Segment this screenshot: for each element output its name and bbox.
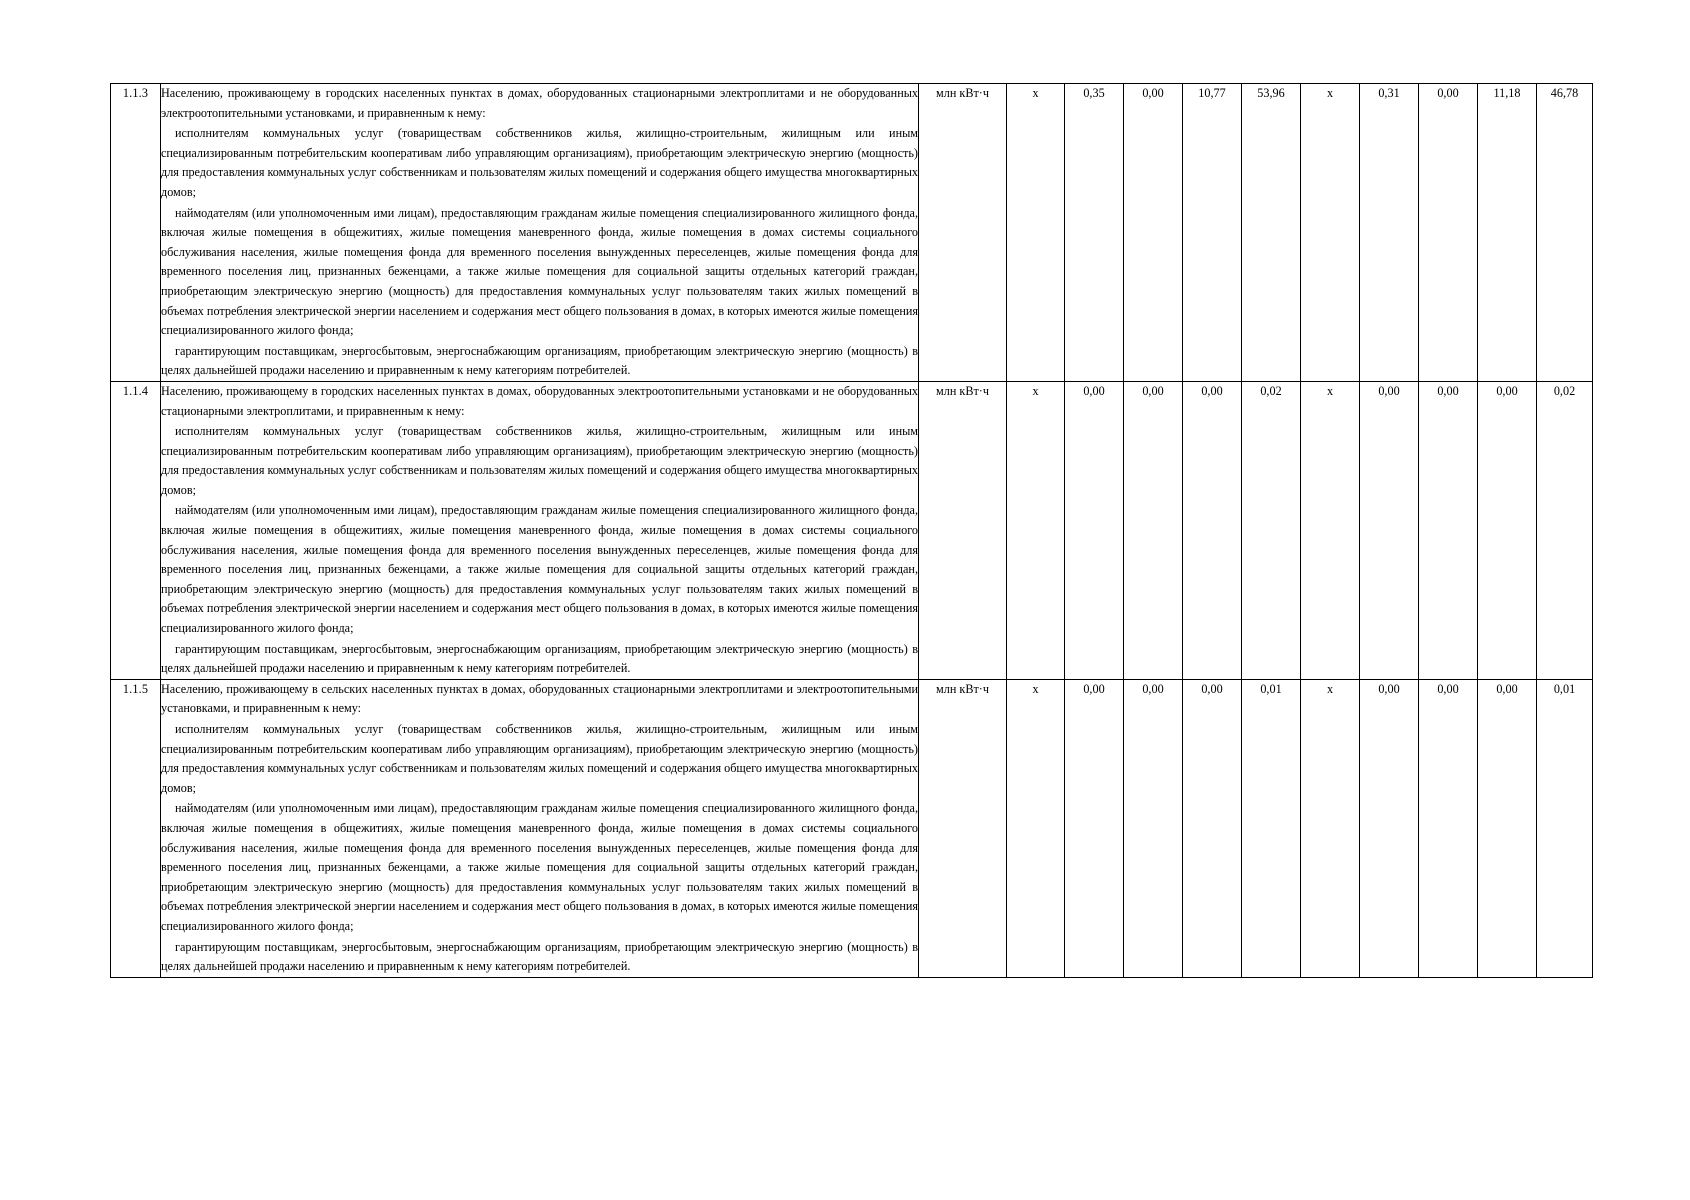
consumer-category-heading: Населению, проживающему в городских населенных пунктах в домах, оборудованных электроотопительными установками и не оборудованных стационарными электроплитами, и приравненным к нему:	[161, 383, 918, 418]
value-cell: 0,00	[1124, 84, 1183, 382]
subitem-landlords: наймодателям (или уполномоченным ими лицам), предоставляющим гражданам жилые помещения специализированного жилищного фонда, включая жилые помещения в общежитиях, жилые помещения маневренного фонда, жилые помещения в домах системы социального обслуживания населения, жилые помещения фонда для временного поселения вынужденных переселенцев, жилые помещения фонда для временного поселения лиц, признанных беженцами, а также жилые помещения для социальной защиты отдельных категорий граждан, приобретающим электрическую энергию (мощность) для предоставления коммунальных услуг пользователям таких жилых помещений в объемах потребления электрической энергии населением и содержания мест общего пользования в домах, в которых имеются жилые помещения специализированного жилого фонда;	[161, 503, 918, 636]
value-cell: 0,00	[1478, 679, 1537, 977]
value-cell: 0,00	[1478, 381, 1537, 679]
value-cell: 0,02	[1537, 381, 1593, 679]
value-cell: 0,00	[1183, 679, 1242, 977]
value-cell: 0,00	[1065, 679, 1124, 977]
consumer-category-heading: Населению, проживающему в городских населенных пунктах в домах, оборудованных стационарными электроплитами и не оборудованных электроотопительными установками, и приравненным к нему:	[161, 86, 918, 120]
table-row	[111, 84, 1593, 382]
value-cell: 0,00	[1065, 381, 1124, 679]
value-cell: 0,00	[1419, 381, 1478, 679]
value-cell: 0,02	[1242, 381, 1301, 679]
subitem-suppliers: гарантирующим поставщикам, энергосбытовым, энергоснабжающим организациям, приобретающим электрическую энергию (мощность) в целях дальнейшей продажи населению и приравненным к нему категориям потребителей.	[161, 343, 918, 378]
value-cell: 0,01	[1242, 679, 1301, 977]
value-cell: x	[1007, 381, 1065, 679]
subitem-landlords: наймодателям (или уполномоченным ими лицам), предоставляющим гражданам жилые помещения специализированного жилищного фонда, включая жилые помещения в общежитиях, жилые помещения маневренного фонда, жилые помещения в домах системы социального обслуживания населения, жилые помещения фонда для временного поселения вынужденных переселенцев, жилые помещения фонда для временного поселения лиц, признанных беженцами, а также жилые помещения для социальной защиты отдельных категорий граждан, приобретающим электрическую энергию (мощность) для предоставления коммунальных услуг пользователям таких жилых помещений в объемах потребления электрической энергии населением и содержания мест общего пользования в домах, в которых имеются жилые помещения специализированного жилого фонда;	[161, 801, 918, 933]
subitem-utilities: исполнителям коммунальных услуг (товариществам собственников жилья, жилищно-строительным, жилищным или иным специализированным потребительским кооперативам либо управляющим организациям), приобретающим электрическую энергию (мощность) для предоставления коммунальных услуг собственникам и пользователям жилых помещений и содержания общего имущества многоквартирных домов;	[161, 722, 918, 795]
value-cell: x	[1007, 84, 1065, 382]
value-cell: 10,77	[1183, 84, 1242, 382]
value-cell: 0,00	[1183, 381, 1242, 679]
value-cell: 0,35	[1065, 84, 1124, 382]
subitem-suppliers: гарантирующим поставщикам, энергосбытовым, энергоснабжающим организациям, приобретающим электрическую энергию (мощность) в целях дальнейшей продажи населению и приравненным к нему категориям потребителей.	[161, 641, 918, 676]
value-cell: 0,00	[1360, 679, 1419, 977]
row-number: 1.1.5	[111, 679, 161, 977]
row-number: 1.1.4	[111, 381, 161, 679]
value-cell: x	[1301, 679, 1360, 977]
value-cell: 11,18	[1478, 84, 1537, 382]
subitem-utilities: исполнителям коммунальных услуг (товариществам собственников жилья, жилищно-строительным, жилищным или иным специализированным потребительским кооперативам либо управляющим организациям), приобретающим электрическую энергию (мощность) для предоставления коммунальных услуг собственникам и пользователям жилых помещений и содержания общего имущества многоквартирных домов;	[161, 424, 918, 497]
table-row	[111, 679, 1593, 977]
consumer-category-heading: Населению, проживающему в сельских населенных пунктах в домах, оборудованных стационарными электроплитами и электроотопительными установками, и приравненным к нему:	[161, 681, 918, 716]
tariff-table	[110, 83, 1593, 978]
subitem-utilities: исполнителям коммунальных услуг (товариществам собственников жилья, жилищно-строительным, жилищным или иным специализированным потребительским кооперативам либо управляющим организациям), приобретающим электрическую энергию (мощность) для предоставления коммунальных услуг собственникам и пользователям жилых помещений и содержания общего имущества многоквартирных домов;	[161, 126, 918, 199]
unit-cell: млн кВт·ч	[919, 381, 1007, 679]
value-cell: 53,96	[1242, 84, 1301, 382]
value-cell: x	[1007, 679, 1065, 977]
unit-cell: млн кВт·ч	[919, 84, 1007, 382]
value-cell: 0,31	[1360, 84, 1419, 382]
value-cell: 0,00	[1124, 381, 1183, 679]
value-cell: 0,00	[1419, 84, 1478, 382]
value-cell: 0,00	[1360, 381, 1419, 679]
row-number: 1.1.3	[111, 84, 161, 382]
table-row	[111, 381, 1593, 679]
value-cell: 0,01	[1537, 679, 1593, 977]
value-cell: x	[1301, 84, 1360, 382]
row-description	[161, 381, 919, 679]
subitem-landlords: наймодателям (или уполномоченным ими лицам), предоставляющим гражданам жилые помещения специализированного жилищного фонда, включая жилые помещения в общежитиях, жилые помещения маневренного фонда, жилые помещения в домах системы социального обслуживания населения, жилые помещения фонда для временного поселения вынужденных переселенцев, жилые помещения фонда для временного поселения лиц, признанных беженцами, а также жилые помещения для социальной защиты отдельных категорий граждан, приобретающим электрическую энергию (мощность) для предоставления коммунальных услуг пользователям таких жилых помещений в объемах потребления электрической энергии населением и содержания мест общего пользования в домах, в которых имеются жилые помещения специализированного жилого фонда;	[161, 205, 918, 338]
value-cell: 0,00	[1419, 679, 1478, 977]
value-cell: x	[1301, 381, 1360, 679]
value-cell: 46,78	[1537, 84, 1593, 382]
unit-cell: млн кВт·ч	[919, 679, 1007, 977]
row-description	[161, 679, 919, 977]
subitem-suppliers: гарантирующим поставщикам, энергосбытовым, энергоснабжающим организациям, приобретающим электрическую энергию (мощность) в целях дальнейшей продажи населению и приравненным к нему категориям потребителей.	[161, 939, 918, 974]
value-cell: 0,00	[1124, 679, 1183, 977]
row-description	[161, 84, 919, 382]
